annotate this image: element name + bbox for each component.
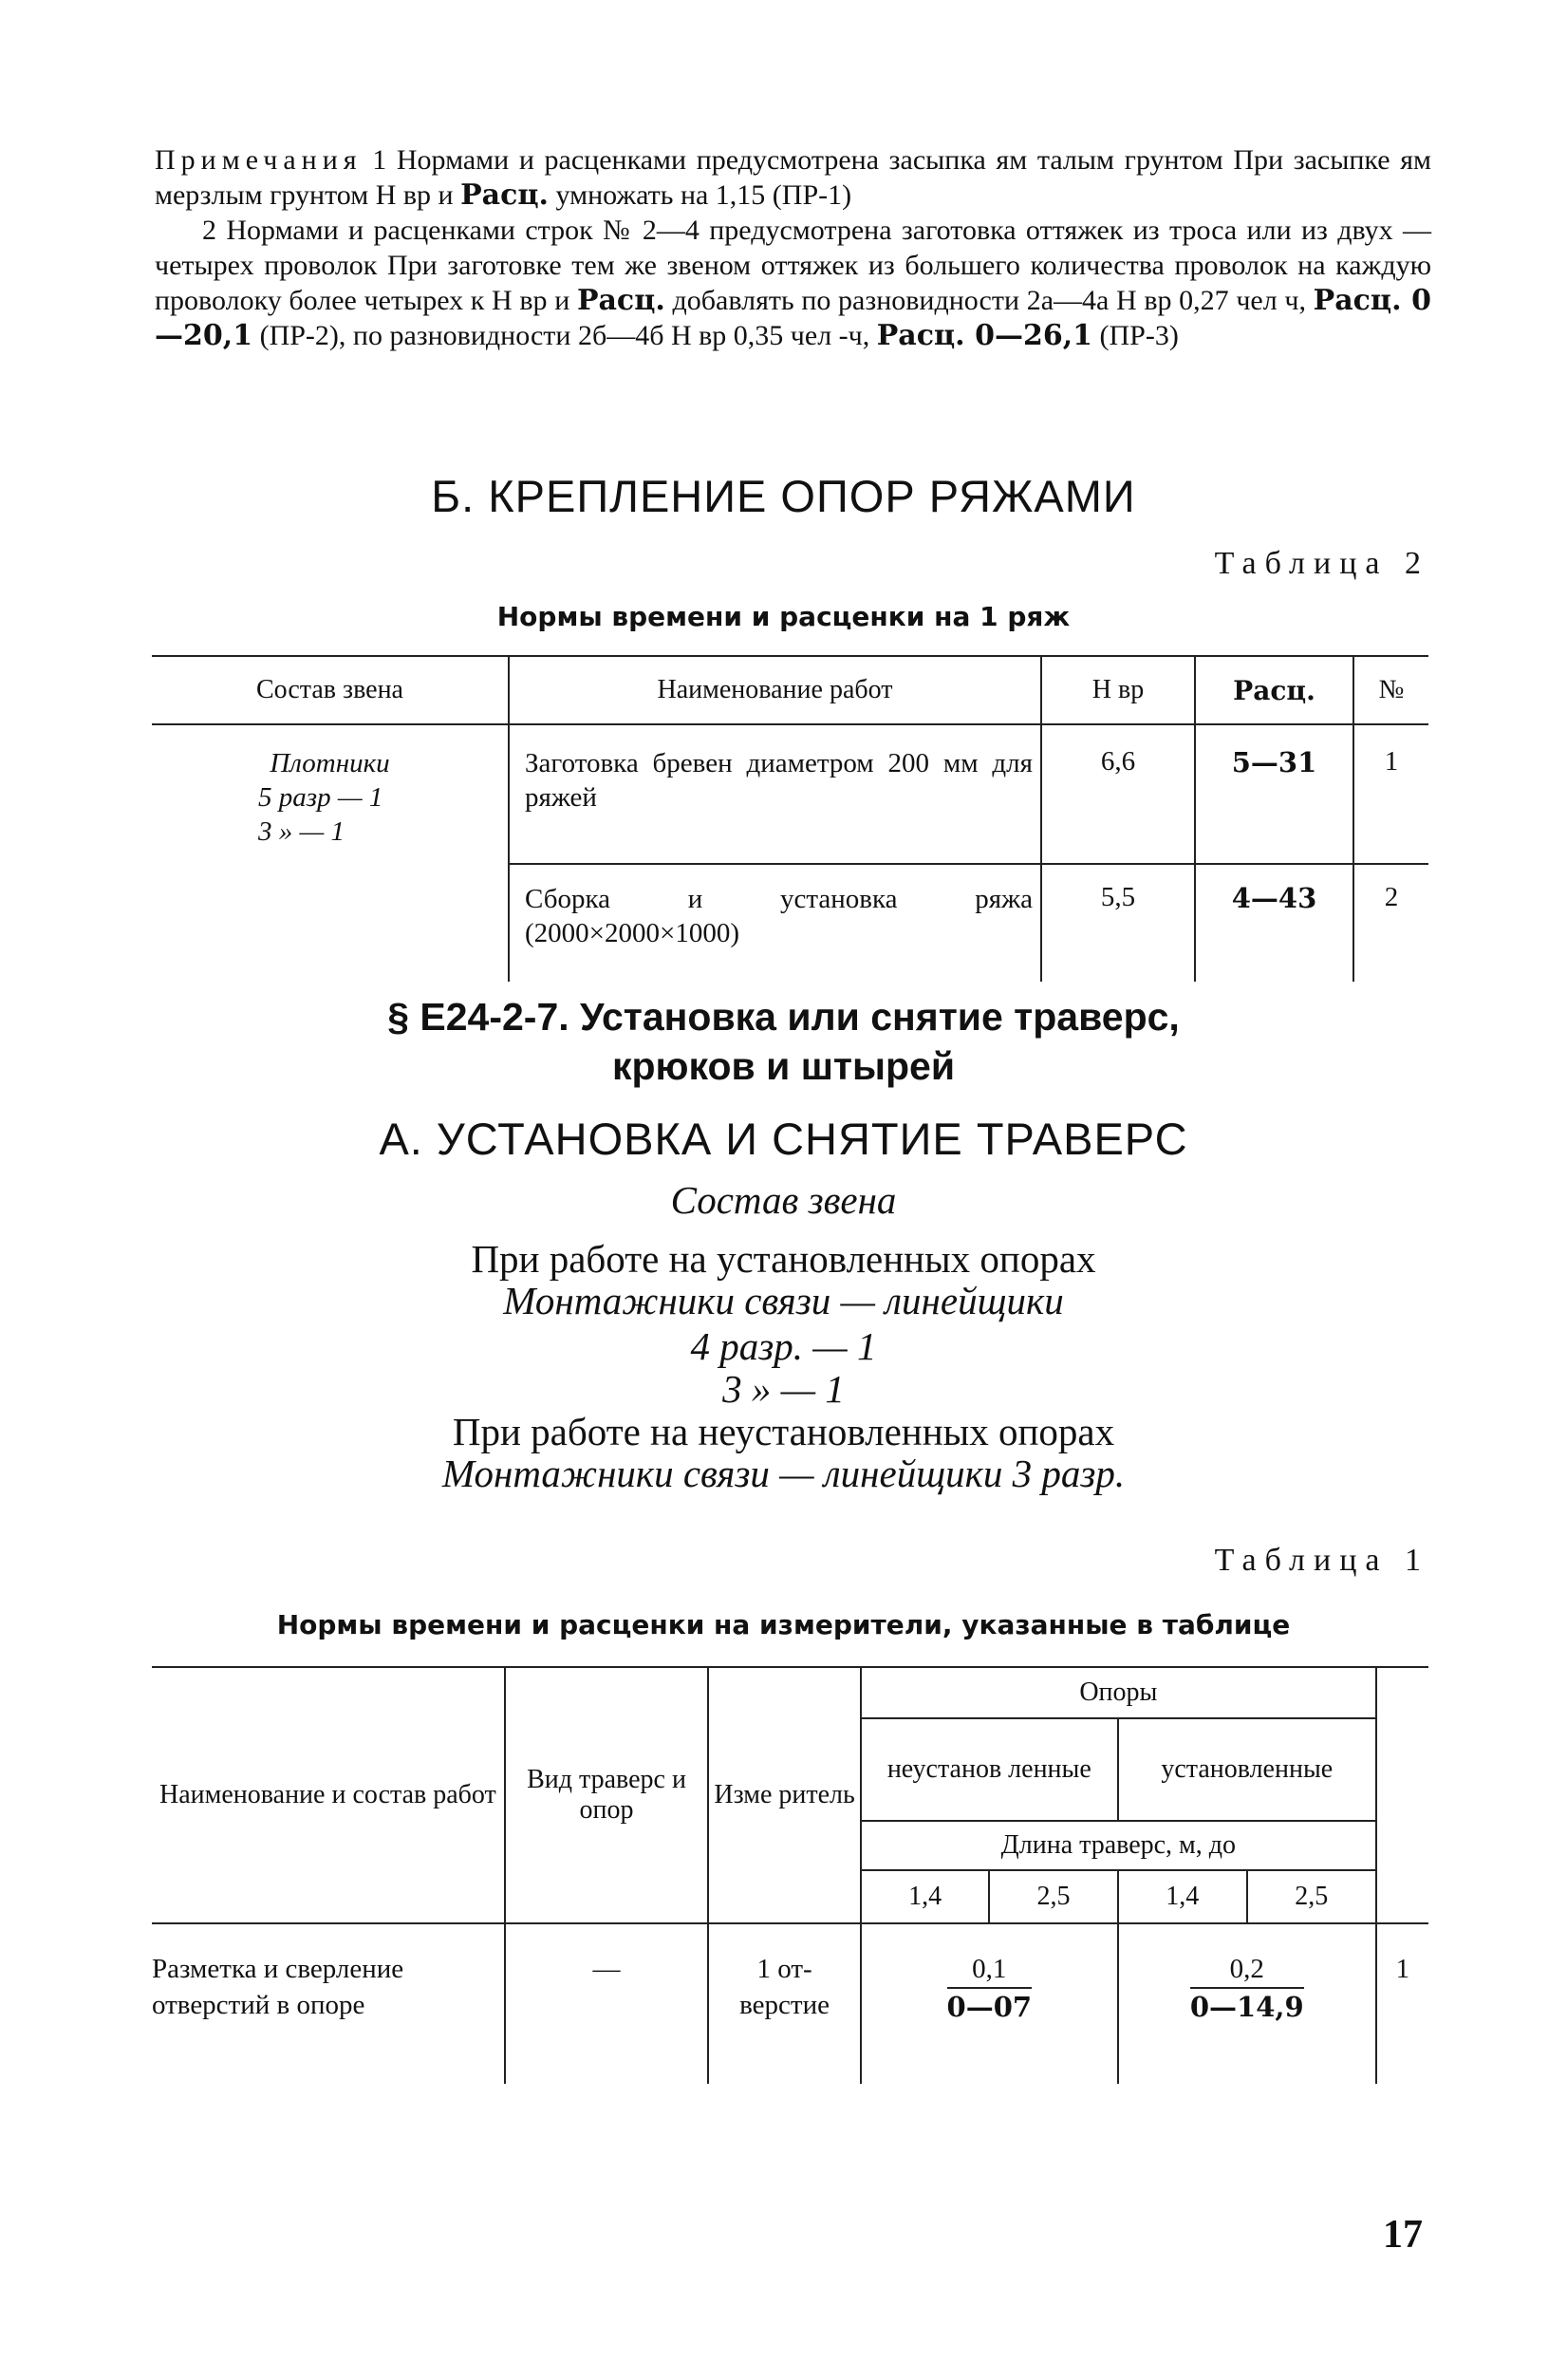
uninstalled-crew: Монтажники связи — линейщики 3 разр. <box>441 1452 1126 1495</box>
note-2 <box>155 213 1431 353</box>
table-2 <box>152 655 1428 982</box>
header-crew: Состав звена <box>152 656 509 724</box>
section-a-heading: А. УСТАНОВКА И СНЯТИЕ ТРАВЕРС <box>379 1114 1188 1164</box>
nvr-value: 5,5 <box>1041 864 1195 982</box>
note-1-text: 1 Нормами и расценками предусмотрена засыпка ям талым грунтом При засыпке ям мерзлым грунтом Н вр и <box>155 144 1431 211</box>
note-2-text-2: добавлять по разновидности 2а—4а Н вр 0,27 чел ч, <box>664 285 1314 316</box>
note-2-text-3: (ПР-2), по разновидности 2б—4б Н вр 0,35 чел -ч, <box>252 320 877 351</box>
installed-grade-4: 4 разр. — 1 <box>690 1324 877 1368</box>
header-len-3: 1,4 <box>1118 1870 1247 1923</box>
uninstalled-rasc: 0—07 <box>946 1991 1033 2023</box>
header-installed: установленные <box>1118 1718 1376 1821</box>
note-1-rasc: Расц. <box>460 178 549 212</box>
notes-label: Примечания <box>155 144 363 176</box>
table-1-header-row-1 <box>152 1667 1428 1718</box>
header-work: Наименование и состав работ <box>152 1667 505 1923</box>
table-row <box>152 724 1428 864</box>
work-name: Разметка и сверление отверстий в опоре <box>152 1923 505 2084</box>
paragraph-heading-line-1: § Е24-2-7. Установка или снятие траверс, <box>387 995 1180 1039</box>
installed-value <box>1118 1923 1376 2084</box>
installed-nvr: 0,2 <box>1190 1951 1304 1989</box>
header-work: Наименование работ <box>509 656 1041 724</box>
installed-rasc: 0—14,9 <box>1189 1991 1304 2023</box>
work-name: Заготовка бревен диаметром 200 мм для ряжей <box>509 724 1041 864</box>
nvr-value: 6,6 <box>1041 724 1195 864</box>
note-2-text-4: (ПР-3) <box>1092 320 1179 351</box>
row-number: 1 <box>1395 1954 1410 1984</box>
uninstalled-fraction <box>947 1951 1033 2025</box>
installed-grade-3: 3 » — 1 <box>722 1367 845 1411</box>
page-number: 17 <box>1383 2213 1423 2257</box>
uninstalled-title: При работе на неустановленных опорах <box>452 1410 1115 1453</box>
crew-cell <box>152 724 509 982</box>
table-2-header-row <box>152 656 1428 724</box>
installed-crew: Монтажники связи — линейщики <box>503 1279 1064 1322</box>
header-unit: Изме ритель <box>708 1667 861 1923</box>
crew-title: Состав звена <box>670 1178 897 1222</box>
note-2-text: 2 Нормами и расценками строк № 2—4 предусмотрена заготовка оттяжек из троса или из двух — четырех проволок При заготовке тем же звеном оттяжек из большего количества проволок на каждую проволоку более четырех к Н вр и <box>155 215 1431 316</box>
header-rasc: Расц. <box>1195 656 1353 724</box>
table-2-title: Нормы времени и расценки на 1 ряж <box>496 601 1071 632</box>
table-row <box>152 1923 1428 2084</box>
paragraph-heading-line-2: крюков и штырей <box>611 1044 956 1088</box>
note-2-rasc-3: Расц. 0—26,1 <box>876 319 1093 352</box>
table-1-title: Нормы времени и расценки на измерители, указанные в таблице <box>276 1609 1291 1640</box>
header-nvr: Н вр <box>1041 656 1195 724</box>
row-number: 2 <box>1384 882 1399 912</box>
header-type: Вид траверс и опор <box>505 1667 708 1923</box>
notes-block <box>155 142 1431 353</box>
rasc-value: 4—43 <box>1195 864 1353 982</box>
traverse-type: — <box>505 1923 708 2084</box>
table-1-label: Таблица 1 <box>1214 1543 1429 1578</box>
crew-list <box>152 746 508 849</box>
uninstalled-nvr: 0,1 <box>947 1951 1033 1989</box>
installed-title: При работе на установленных опорах <box>471 1237 1096 1281</box>
header-length: Длина траверс, м, до <box>861 1821 1376 1870</box>
crew-grade-5: 5 разр — 1 <box>258 782 383 813</box>
unit: 1 от- верстие <box>708 1923 861 2084</box>
row-number: 1 <box>1353 724 1428 864</box>
note-2-rasc: Расц. <box>576 284 665 317</box>
note-2-rasc-2: Расц. 0—20,1 <box>155 284 1431 352</box>
header-supports: Опоры <box>861 1667 1376 1718</box>
rasc-value: 5—31 <box>1195 724 1353 864</box>
crew-grade-3: 3 » — 1 <box>258 816 345 847</box>
paragraph-heading <box>0 992 1567 1091</box>
uninstalled-value <box>861 1923 1118 2084</box>
work-name: Сборка и установка ряжа (2000×2000×1000) <box>509 864 1041 982</box>
header-uninstalled: неустанов ленные <box>861 1718 1118 1821</box>
note-1 <box>155 142 1431 213</box>
header-number: № <box>1353 656 1428 724</box>
section-b-heading: Б. КРЕПЛЕНИЕ ОПОР РЯЖАМИ <box>431 471 1136 521</box>
installed-fraction <box>1190 1951 1304 2025</box>
header-len-1: 1,4 <box>861 1870 989 1923</box>
header-len-2: 2,5 <box>989 1870 1117 1923</box>
table-1 <box>152 1666 1428 2084</box>
crew-role: Плотники <box>270 748 390 778</box>
header-len-4: 2,5 <box>1247 1870 1376 1923</box>
table-2-label: Таблица 2 <box>1214 546 1429 581</box>
header-number-blank <box>1376 1667 1428 1923</box>
note-1-text-end: умножать на 1,15 (ПР-1) <box>548 179 852 211</box>
